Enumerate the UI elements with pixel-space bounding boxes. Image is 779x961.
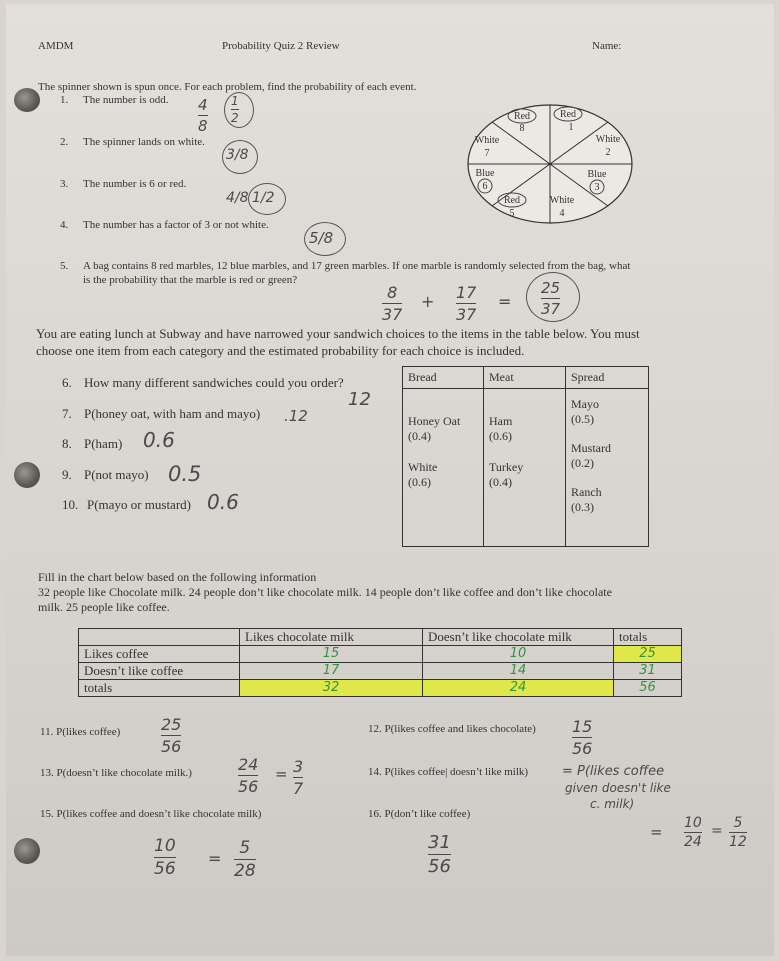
q15-n1: 10 — [154, 836, 176, 856]
sector-6-number: 6 — [482, 181, 488, 192]
bread-option: White — [408, 460, 438, 474]
q13-n2: 3 — [293, 757, 304, 776]
q1-numerator: 4 — [198, 96, 208, 114]
q4-text: The number has a factor of 3 or not white. — [83, 219, 269, 231]
q2-answer: 3/8 — [226, 147, 249, 163]
cell-likescoffee-total: 25 — [614, 646, 682, 663]
fraction-bar — [231, 109, 239, 110]
q14-equals: = — [650, 823, 663, 841]
q5-work-fraction-2 — [456, 283, 476, 324]
q6-number: 6. — [62, 375, 72, 390]
q16-num: 31 — [428, 832, 451, 853]
header-meat: Meat — [484, 367, 566, 389]
q4-number: 4. — [60, 219, 69, 231]
q3-number: 3. — [60, 178, 69, 190]
q11-text: 11. P(likes coffee) — [40, 726, 121, 738]
q9-text: P(not mayo) — [84, 467, 149, 482]
q13-answer — [293, 757, 303, 798]
q1-simplified-fraction — [231, 94, 239, 125]
q2-text: The spinner lands on white. — [83, 136, 205, 148]
fraction-bar — [198, 115, 208, 116]
q1-answer-fraction — [198, 96, 208, 135]
header-spread: Spread — [566, 367, 649, 389]
binder-hole-bottom — [14, 838, 40, 864]
two-way-table — [78, 628, 682, 697]
q15-n2: 5 — [239, 838, 251, 858]
meat-option: Turkey — [489, 460, 524, 474]
q5-text-line2: is the probability that the marble is red or green? — [83, 274, 298, 286]
cell-nocoffee-nochoc: 14 — [423, 663, 614, 680]
binder-hole-top — [14, 88, 40, 112]
q12-text: 12. P(likes coffee and likes chocolate) — [368, 723, 536, 735]
q5-work-fraction-1 — [382, 283, 402, 324]
q16-den: 56 — [428, 856, 451, 877]
cell-grand-total: 56 — [614, 680, 682, 697]
q15-equals: = — [208, 849, 222, 868]
q9-answer: 0.5 — [168, 462, 202, 486]
q8-text: P(ham) — [84, 436, 123, 451]
meat-column — [484, 389, 566, 547]
q1-simplified-den: 2 — [231, 111, 239, 125]
page-title: Probability Quiz 2 Review — [222, 40, 340, 52]
bread-column — [403, 389, 484, 547]
fraction-bar — [572, 737, 592, 738]
q5-plus: + — [421, 292, 435, 311]
q5-d2: 37 — [456, 305, 477, 324]
fraction-bar — [238, 775, 258, 776]
col-header-doesnt-like-chocolate: Doesn’t like chocolate milk — [423, 629, 614, 646]
col-header-likes-chocolate: Likes chocolate milk — [240, 629, 423, 646]
q13-text: 13. P(doesn’t like chocolate milk.) — [40, 767, 192, 779]
q14-work-line2: given doesn't like — [565, 781, 671, 795]
meat-option: Ham — [489, 414, 513, 428]
q1-simplified-num: 1 — [231, 94, 239, 108]
spread-column — [566, 389, 649, 547]
q5-n3: 25 — [541, 279, 561, 297]
spread-option: Ranch — [571, 485, 602, 499]
q7-number: 7. — [62, 406, 72, 421]
fraction-bar — [456, 303, 476, 304]
fraction-bar — [234, 859, 256, 860]
q13-work-fraction — [238, 755, 258, 796]
q12-answer — [572, 717, 592, 758]
q15-work-fraction — [154, 836, 176, 879]
q12-den: 56 — [572, 739, 593, 758]
subway-intro-line2: choose one item from each category and the estimated probability for each choice is included. — [36, 343, 525, 358]
cell-nocoffee-total: 31 — [614, 663, 682, 680]
corner-cell — [79, 629, 240, 646]
q10-answer: 0.6 — [207, 490, 239, 514]
q5-number: 5. — [60, 260, 69, 272]
fraction-bar — [541, 298, 560, 299]
q1-denominator: 8 — [198, 117, 208, 135]
row-label-totals: totals — [79, 680, 240, 697]
subway-menu-table — [402, 366, 649, 547]
sector-7-number: 7 — [484, 148, 490, 159]
cell-totals-nochoc: 24 — [423, 680, 614, 697]
sector-8-number: 8 — [519, 123, 525, 134]
q13-n1: 24 — [238, 755, 259, 774]
q3-text: The number is 6 or red. — [83, 178, 187, 190]
row-label-doesnt-like-coffee: Doesn’t like coffee — [79, 663, 240, 680]
q3-answer: 4/8 — [226, 190, 249, 206]
q14-text: 14. P(likes coffee| doesn’t like milk) — [368, 766, 529, 778]
spread-option: Mustard — [571, 441, 611, 455]
q8-number: 8. — [62, 436, 72, 451]
q14-work-fraction — [684, 815, 702, 850]
q2-number: 2. — [60, 136, 69, 148]
sector-7-color: White — [474, 135, 500, 146]
q3-simplified: 1/2 — [252, 190, 275, 206]
fraction-bar — [161, 735, 181, 736]
spinner-intro: The spinner shown is spun once. For each problem, find the probability of each event. — [38, 81, 417, 93]
cell-nocoffee-likeschoc: 17 — [240, 663, 423, 680]
q5-n2: 17 — [456, 283, 477, 302]
bread-probability: (0.4) — [408, 429, 431, 443]
q5-n1: 8 — [387, 283, 398, 302]
meat-probability: (0.6) — [489, 429, 512, 443]
q10-text: P(mayo or mustard) — [87, 497, 191, 512]
q13-equals: = — [275, 765, 288, 783]
fraction-bar — [293, 777, 303, 778]
col-header-totals: totals — [614, 629, 682, 646]
spinner-diagram — [465, 103, 635, 225]
q5-text: A bag contains 8 red marbles, 12 blue marbles, and 17 green marbles. If one marble is randomly selected from the bag, what — [83, 260, 631, 272]
q5-d1: 37 — [382, 305, 403, 324]
sector-2-color: White — [595, 134, 621, 145]
q15-answer — [234, 838, 256, 881]
chart-intro-line1: Fill in the chart below based on the following information — [38, 570, 317, 584]
sector-1-color: Red — [559, 109, 577, 120]
q14-d2: 12 — [729, 834, 747, 850]
fraction-bar — [154, 857, 176, 858]
spread-probability: (0.2) — [571, 456, 594, 470]
cell-likescoffee-nochoc: 10 — [423, 646, 614, 663]
q11-num: 25 — [161, 715, 182, 734]
q14-n1: 10 — [684, 815, 702, 831]
course-label: AMDM — [38, 40, 74, 52]
q14-work-line1: = P(likes coffee — [562, 764, 665, 779]
q8-answer: 0.6 — [143, 428, 175, 452]
binder-hole-middle — [14, 462, 40, 488]
spread-probability: (0.5) — [571, 412, 594, 426]
fraction-bar — [684, 832, 702, 833]
row-label-likes-coffee: Likes coffee — [79, 646, 240, 663]
q7-answer: .12 — [284, 407, 308, 425]
header-bread: Bread — [403, 367, 484, 389]
subway-intro-line1: You are eating lunch at Subway and have narrowed your sandwich choices to the items in the table below. You must — [36, 326, 640, 341]
q13-d1: 56 — [238, 777, 259, 796]
q11-answer — [161, 715, 181, 756]
sector-5-color: Red — [503, 195, 521, 206]
sector-5-number: 5 — [509, 208, 515, 219]
fraction-bar — [428, 854, 451, 855]
q6-text: How many different sandwiches could you order? — [84, 375, 344, 390]
q15-d2: 28 — [234, 861, 256, 881]
q1-answer-circle — [224, 92, 254, 128]
meat-probability: (0.4) — [489, 475, 512, 489]
bread-probability: (0.6) — [408, 475, 431, 489]
sector-4-number: 4 — [559, 208, 565, 219]
q16-answer — [428, 832, 451, 877]
q5-equals: = — [498, 292, 512, 311]
q14-d1: 24 — [684, 834, 702, 850]
q11-den: 56 — [161, 737, 182, 756]
sector-4-color: White — [549, 195, 575, 206]
bread-option: Honey Oat — [408, 414, 461, 428]
q14-n2: 5 — [733, 815, 743, 831]
sector-3-color: Blue — [587, 169, 607, 180]
q5-d3: 37 — [541, 300, 561, 318]
q12-num: 15 — [572, 717, 593, 736]
sector-3-number: 3 — [594, 182, 600, 193]
q1-text: The number is odd. — [83, 94, 169, 106]
q5-answer-fraction — [541, 279, 560, 318]
name-label: Name: — [592, 40, 622, 52]
q14-equals-2: = — [711, 823, 723, 839]
spread-probability: (0.3) — [571, 500, 594, 514]
sector-2-number: 2 — [605, 147, 611, 158]
chart-intro-line2: 32 people like Chocolate milk. 24 people don’t like chocolate milk. 14 people don’t like coffee and don’t like chocolate — [38, 585, 612, 599]
sector-1-number: 1 — [568, 122, 574, 133]
q9-number: 9. — [62, 467, 72, 482]
q7-text: P(honey oat, with ham and mayo) — [84, 406, 261, 421]
q1-number: 1. — [60, 94, 69, 106]
q13-d2: 7 — [293, 779, 304, 798]
q15-d1: 56 — [154, 859, 176, 879]
spread-option: Mayo — [571, 397, 599, 411]
cell-totals-likeschoc: 32 — [240, 680, 423, 697]
q15-text: 15. P(likes coffee and doesn’t like chocolate milk) — [40, 808, 262, 820]
q14-work-line3: c. milk) — [590, 797, 635, 811]
sector-6-color: Blue — [475, 168, 495, 179]
q14-answer — [729, 815, 747, 850]
q10-number: 10. — [62, 497, 79, 512]
q6-answer: 12 — [348, 389, 371, 410]
cell-likescoffee-likeschoc: 15 — [240, 646, 423, 663]
chart-intro-line3: milk. 25 people like coffee. — [38, 600, 170, 614]
fraction-bar — [382, 303, 402, 304]
sector-8-color: Red — [513, 111, 531, 122]
q4-answer: 5/8 — [309, 229, 334, 247]
fraction-bar — [729, 832, 747, 833]
q16-text: 16. P(don’t like coffee) — [368, 808, 471, 820]
